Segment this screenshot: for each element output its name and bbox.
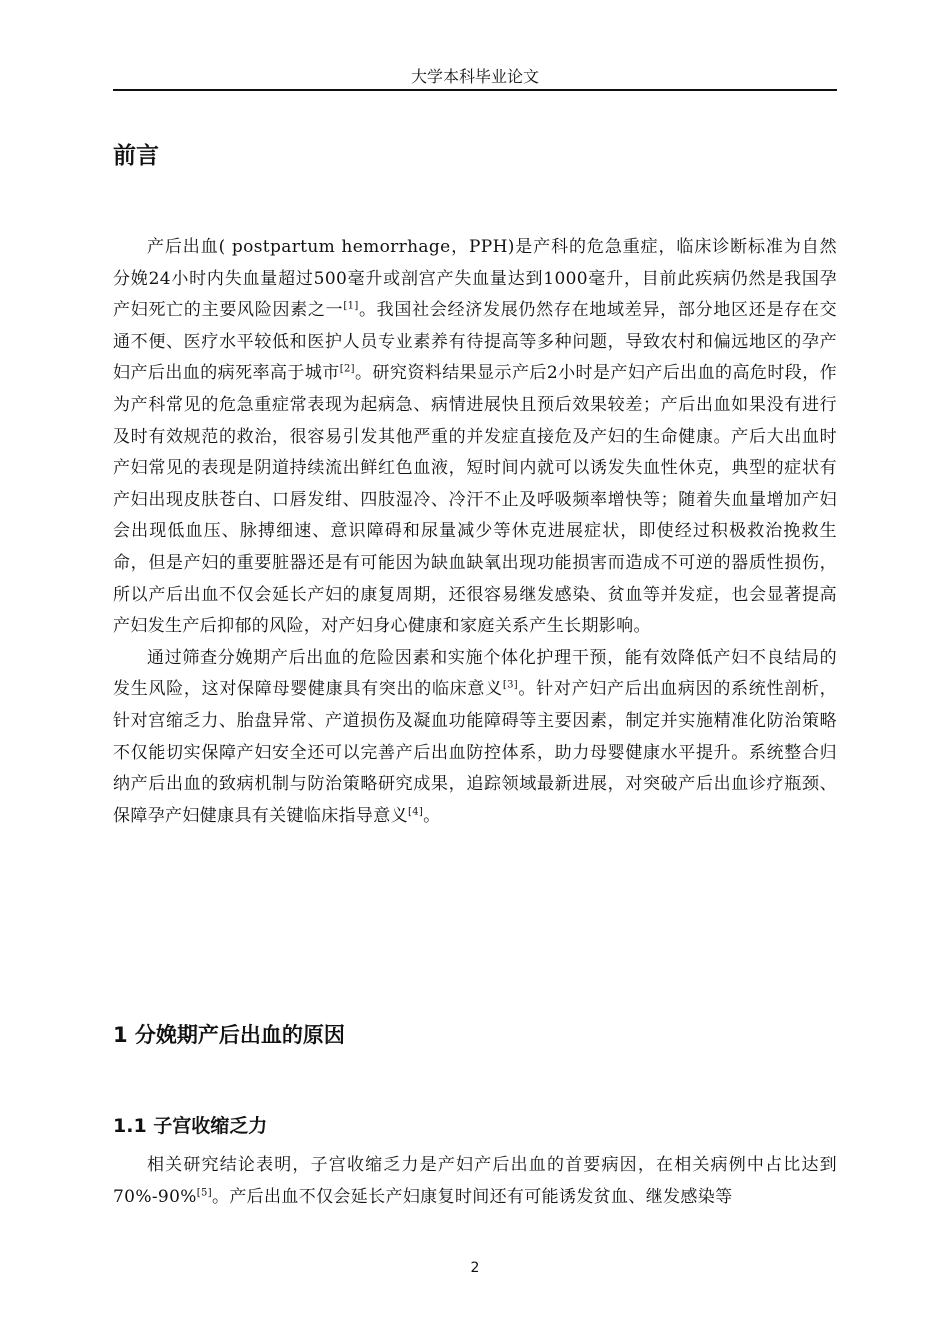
intro-heading: 前言 — [113, 143, 159, 169]
running-header: 大学本科毕业论文 — [410, 67, 539, 86]
text-run: 。研究资料结果显示产后2小时是产妇产后出血的高危时段，作为产科常见的危急重症常表现为起病急、病情进展快且预后效果较差；产后出血如果没有进行及时有效规范的救治，很容易引发其他严重的并发症直接危及产妇的生命健康。产后大出血时产妇常见的表现是阴道持续流出鲜红色血液，短时间内就可以诱发失血性休克，典型的症状有产妇出现皮肤苍白、口唇发绀、四肢湿冷、冷汗不止及呼吸频率增快等；随着失血量增加产妇会出现低血压、脉搏细速、意识障碍和尿量减少等休克进展症状，即使经过积极救治挽救生命，但是产妇的重要脏器还是有可能因为缺血缺氧出现功能损害而造成不可逆的器质性损伤，所以产后出血不仅会延长产妇的康复周期，还很容易继发感染、贫血等并发症，也会显著提高产妇发生产后抑郁的风险，对产妇身心健康和家庭关系产生长期影响。 — [113, 363, 837, 637]
text-run: 相关研究结论表明，子宫收缩乏力是产妇产后出血的首要病因，在相关病例中占比达到70%-90% — [113, 1155, 837, 1207]
text-run: 。针对产妇产后出血病因的系统性剖析，针对宫缩乏力、胎盘异常、产道损伤及凝血功能障碍等主要因素，制定并实施精准化防治策略不仅能切实保障产妇安全还可以完善产后出血防控体系，助力母婴健康水平提升。系统整合归纳产后出血的致病机制与防治策略研究成果，追踪领域最新进展，对突破产后出血诊疗瓶颈、保障孕产妇健康具有关键临床指导意义 — [113, 679, 837, 826]
citation-ref: [4] — [407, 806, 424, 818]
citation-ref: [5] — [196, 1186, 212, 1198]
text-run: 。我国社会经济发展仍然存在地域差异，部分地区还是存在交通不便、医疗水平较低和医护人员专业素养有待提高等多种问题，导致农村和偏远地区的孕产妇产后出血的病死率高于城市 — [113, 300, 837, 384]
intro-paragraph-1 — [113, 232, 837, 643]
text-run: 通过筛查分娩期产后出血的危险因素和实施个体化护理干预，能有效降低产妇不良结局的发生风险，这对保障母婴健康具有突出的临床意义 — [113, 647, 837, 700]
intro-body — [113, 232, 837, 832]
citation-ref: [1] — [343, 300, 359, 312]
section-heading: 1.1 子宫收缩乏力 — [113, 1115, 268, 1137]
text-run: 。 — [423, 805, 441, 826]
header-rule — [113, 89, 837, 91]
chapter-heading: 1 分娩期产后出血的原因 — [113, 1023, 345, 1047]
section-body — [113, 1150, 837, 1213]
intro-paragraph-2 — [113, 643, 837, 833]
text-run: 产后出血( postpartum hemorrhage，PPH)是产科的危急重症，临床诊断标准为自然分娩24小时内失血量超过500毫升或剖宫产失血量达到1000毫升，目前此疾病仍然是我国孕产妇死亡的主要风险因素之一 — [113, 237, 837, 321]
section-paragraph-1 — [113, 1150, 837, 1213]
citation-ref: [3] — [502, 679, 519, 691]
citation-ref: [2] — [339, 363, 355, 375]
page-number: 2 — [470, 1260, 480, 1276]
text-run: 。产后出血不仅会延长产妇康复时间还有可能诱发贫血、继发感染等 — [211, 1186, 733, 1207]
